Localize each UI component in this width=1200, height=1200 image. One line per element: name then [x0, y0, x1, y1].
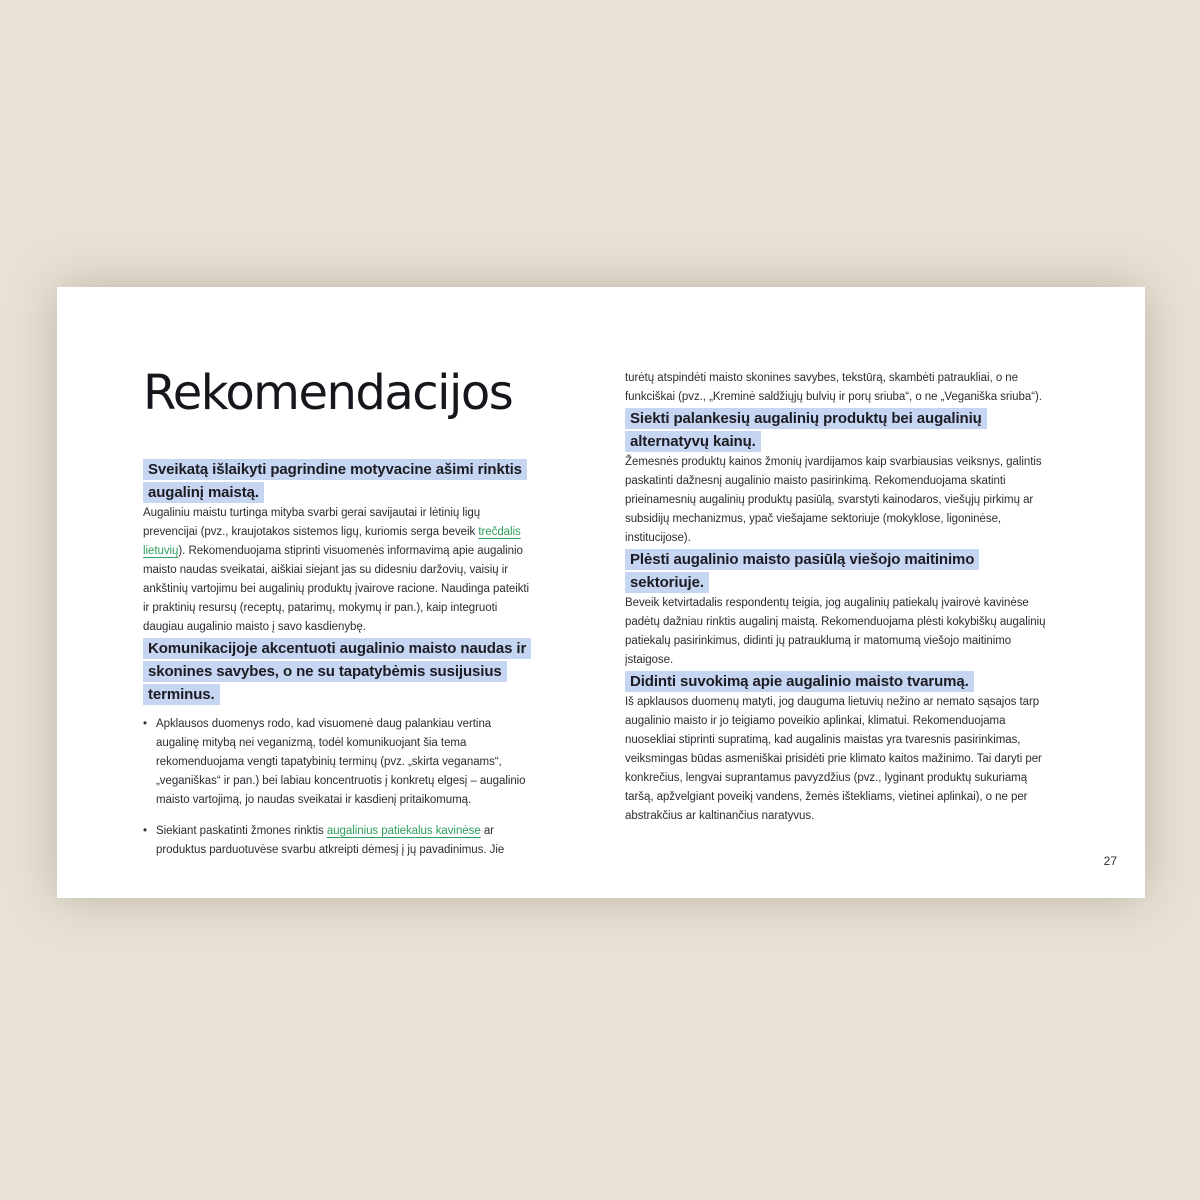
section-heading-motivation — [143, 458, 536, 504]
page-number: 27 — [1103, 854, 1117, 868]
paragraph-sustainability: Iš apklausos duomenų matyti, jog dauguma lietuvių nežino ar nemato sąsajos tarp augalinio maisto ir jo teigiamo poveikio aplinkai, klimatui. Rekomenduojama nuosekliai stiprinti supratimą, kad augalinis maistas yra tvaresnis pasirinkimas, veiksmingas būdas asmeniškai prisidėti prie klimato kaitos mažinimo. Tai daryti per konkrečius, lengvai suprantamus pavyzdžius (pvz., lyginant produktų sukuriamą taršą, apžvelgiant poveikį vandens, žemės ištekliams, vietinei aplinkai), o ne per abstrakčius ar kaltinančius naratyvus. — [625, 696, 1042, 822]
paragraph-catering: Beveik ketvirtadalis respondentų teigia, jog augalinių patiekalų įvairovė kavinėse padėtų dažniau rinktis augalinį maistą. Rekomenduojama plėsti kokybiškų augalinių patiekalų pasirinkimus, didinti jų patrauklumą ir matomumą viešojo maitinimo įstaigose. — [625, 597, 1046, 666]
text-run: Siekiant paskatinti žmones rinktis — [156, 825, 327, 837]
section-heading-communication — [143, 637, 536, 706]
paragraph-continuation: turėtų atspindėti maisto skonines savybes, tekstūrą, skambėti patraukliai, o ne funkciškai (pvz., „Kreminė saldžiųjų bulvių ir porų sriuba“, o ne „Veganiška sriuba“). — [625, 372, 1042, 403]
link-trecdalis-lietuviu[interactable]: trečdalis lietuvių — [143, 526, 521, 557]
right-column — [625, 369, 1057, 826]
paragraph-health-benefits — [143, 504, 536, 637]
heading-highlight: Didinti suvokimą apie augalinio maisto tvarumą. — [625, 671, 974, 692]
bullet-text: Apklausos duomenys rodo, kad visuomenė daug palankiau vertina augalinę mitybą nei veganizmą, todėl komunikuojant šia tema rekomenduojama vengti tapatybinių terminų (pvz. „skirta veganams“, „veganiškas“ ir pan.) bei labiau koncentruotis į konkretų elgesį – augalinio maisto vartojimą, jo naudas sveikatai ir kasdienį pritaikomumą. — [156, 718, 526, 806]
bullet-marker: • — [143, 718, 148, 730]
text-run: Augaliniu maistu turtinga mityba svarbi gerai savijautai ir lėtinių ligų prevencijai (pvz., kraujotakos sistemos ligų, kuriomis serga beveik — [143, 507, 481, 538]
text-run: ar produktus parduotuvėse svarbu atkreipti dėmesį į jų pavadinimus. Jie — [156, 825, 505, 856]
heading-highlight: Sveikatą išlaikyti pagrindine motyvacine ašimi rinktis augalinį maistą. — [143, 459, 527, 503]
section-heading-prices — [625, 407, 1057, 453]
slide-card — [57, 287, 1145, 898]
section-heading-sustainability — [625, 670, 1057, 693]
bullet-item-naming — [143, 822, 536, 860]
paragraph-prices: Žemesnės produktų kainos žmonių įvardijamos kaip svarbiausias veiksnys, galintis paskatinti dažnesnį augalinio maisto pasirinkimą. Rekomenduojama skatinti prieinamesnių augalinių produktų pasiūlą, svarstyti kainodaros, viešųjų pirkimų ar subsidijų mechanizmus, ypač viešajame sektoriuje (mokyklose, ligoninėse, institucijose). — [625, 456, 1042, 544]
page-title: Rekomendacijos — [143, 365, 513, 421]
link-augaliniai-patiekalai-kavinese[interactable]: augalinius patiekalus kavinėse — [326, 825, 481, 837]
heading-highlight: Komunikacijoje akcentuoti augalinio maisto naudas ir skonines savybes, o ne su tapatybėmis susijusius terminus. — [143, 638, 531, 705]
bullet-text — [156, 822, 536, 860]
bullet-item-survey — [143, 715, 536, 810]
bullet-marker: • — [143, 825, 148, 837]
heading-highlight: Siekti palankesių augalinių produktų bei augalinių alternatyvų kainų. — [625, 408, 987, 452]
left-column — [143, 366, 536, 860]
heading-highlight: Plėsti augalinio maisto pasiūlą viešojo maitinimo sektoriuje. — [625, 549, 979, 593]
section-heading-catering — [625, 548, 1057, 594]
text-run: ). Rekomenduojama stiprinti visuomenės informavimą apie augalinio maisto naudas sveikatai, aiškiai siejant jas su didesniu daržovių, vaisių ir ankštinių vartojimu bei augalinių produktų įvairove racione. Naudinga pateikti ir praktinių resursų (receptų, patarimų, mokymų ir pan.), kaip integruoti daugiau augalinio maisto į savo kasdienybę. — [143, 545, 530, 633]
